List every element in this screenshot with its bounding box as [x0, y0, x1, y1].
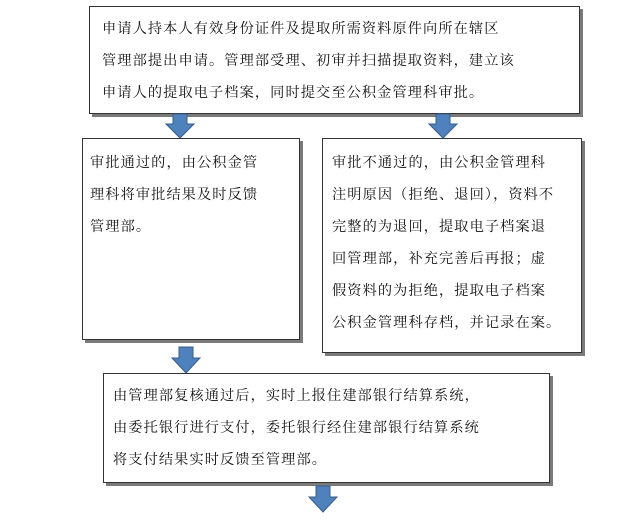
text-line: 管理部提出申请。管理部受理、初审并扫描提取资料，建立该	[102, 53, 515, 69]
approved-result-box	[82, 138, 300, 340]
down-arrow-icon	[428, 113, 458, 139]
rejected-result-text	[332, 147, 577, 339]
text-line: 理科将审批结果及时反馈	[90, 187, 259, 203]
text-line: 回管理部，补充完善后再报；虚	[332, 251, 547, 267]
rejected-result-box	[322, 138, 582, 353]
approved-result-text	[90, 147, 293, 243]
text-line: 完整的为退回，提取电子档案退	[332, 219, 547, 235]
down-arrow-icon	[171, 346, 201, 374]
down-arrow-icon	[165, 113, 195, 139]
text-line: 申请人持本人有效身份证件及提取所需资料原件向所在辖区	[102, 21, 500, 37]
text-line: 注明原因（拒绝、退回），资料不	[332, 187, 555, 203]
payment-step-box	[103, 373, 550, 483]
text-line: 由委托银行进行支付，委托银行经住建部银行结算系统	[113, 420, 480, 436]
text-line: 将支付结果实时反馈至管理部。	[113, 452, 328, 468]
text-line: 公积金管理科存档，并记录在案。	[332, 315, 562, 331]
text-line: 审批通过的，由公积金管	[90, 155, 259, 171]
down-arrow-icon	[308, 485, 338, 522]
text-line: 申请人的提取电子档案，同时提交至公积金管理科审批。	[102, 85, 485, 101]
step-application-text	[102, 13, 571, 109]
payment-step-text	[113, 380, 543, 476]
text-line: 假资料的为拒绝，提取电子档案	[332, 283, 547, 299]
text-line: 管理部。	[90, 219, 152, 235]
text-line: 审批不通过的，由公积金管理科	[332, 155, 547, 171]
step-application-box	[89, 6, 580, 114]
text-line: 由管理部复核通过后，实时上报住建部银行结算系统，	[113, 388, 480, 404]
